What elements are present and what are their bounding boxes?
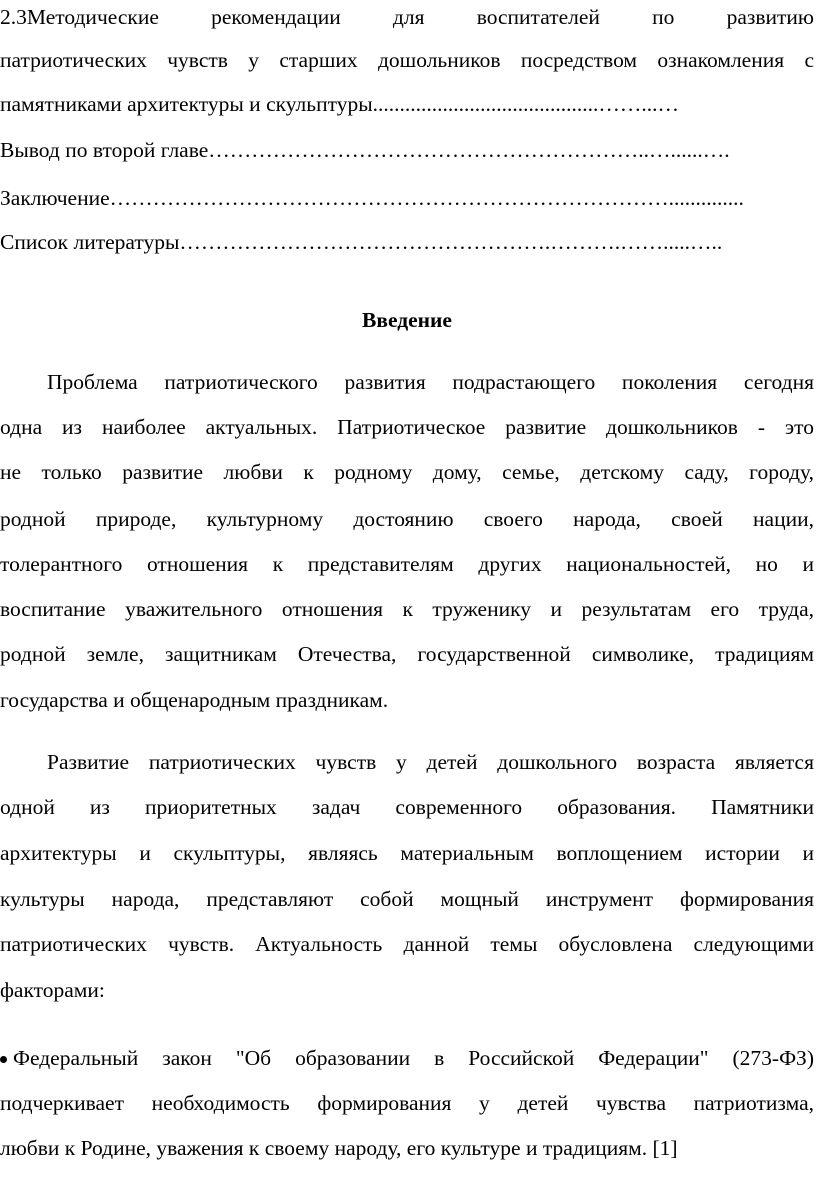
paragraph-2-line: факторами: — [0, 978, 105, 1002]
paragraph-2-line: Развитие патриотических чувств у детей дошкольного возраста является — [47, 750, 814, 774]
bullet-item-line-2: подчеркивает необходимость формирования у детей чувства патриотизма, — [0, 1091, 814, 1115]
bullet-item-text: Федеральный закон "Об образовании в Российской Федерации" (273-ФЗ) — [13, 1046, 814, 1070]
paragraph-1-line: государства и общенародным праздникам. — [0, 688, 389, 712]
paragraph-1-line: Проблема патриотического развития подрастающего поколения сегодня — [47, 370, 814, 394]
bullet-item-line-3: любви к Родине, уважения к своему народу, его культуре и традициям. [1] — [0, 1136, 678, 1160]
paragraph-1-line: родной природе, культурному достоянию своего народа, своей нации, — [0, 507, 814, 531]
paragraph-2-line: культуры народа, представляют собой мощный инструмент формирования — [0, 887, 814, 911]
toc-item-bibliography: Список литературы…………………………………………….……….…….....….. — [0, 230, 723, 254]
paragraph-1-line: одна из наиболее актуальных. Патриотическое развитие дошкольников - это — [0, 415, 814, 439]
paragraph-1-line: родной земле, защитникам Отечества, государственной символике, традициям — [0, 642, 814, 666]
paragraph-2-line: одной из приоритетных задач современного образования. Памятники — [0, 795, 814, 819]
bullet-dot-icon — [0, 1056, 7, 1063]
paragraph-1-line: не только развитие любви к родному дому, семье, детскому саду, городу, — [0, 460, 814, 484]
paragraph-1-line: воспитание уважительного отношения к труженику и результатам его труда, — [0, 597, 814, 621]
paragraph-1-line: толерантного отношения к представителям других национальностей, но и — [0, 552, 814, 576]
section-title: Введение — [362, 308, 452, 332]
toc-item-conclusion-chapter-2: Вывод по второй главе……………………………………………………..…......…. — [0, 138, 730, 162]
paragraph-2-line: патриотических чувств. Актуальность данной темы обусловлена следующими — [0, 932, 814, 956]
bullet-item-line-1 — [0, 1038, 814, 1078]
toc-item-2-3-line-1: 2.3Методические рекомендации для воспитателей по развитию — [0, 5, 814, 29]
paragraph-2-line: архитектуры и скульптуры, являясь материальным воплощением истории и — [0, 841, 814, 865]
toc-item-2-3-line-2: патриотических чувств у старших дошольников посредством ознакомления с — [0, 48, 814, 72]
toc-item-2-3-line-3: памятниками архитектуры и скульптуры..........................................……...… — [0, 92, 680, 116]
toc-item-conclusion: Заключение…………………………………………………………………….............. — [0, 186, 744, 210]
